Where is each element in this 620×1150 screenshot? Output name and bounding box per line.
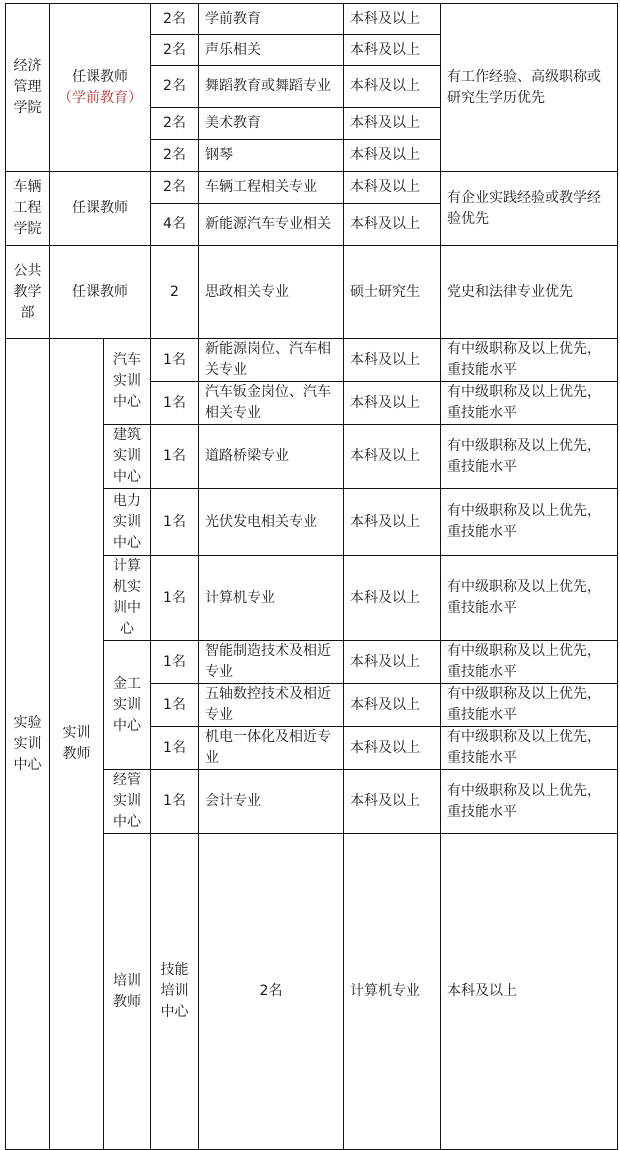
count-cell: 1名 <box>151 425 199 489</box>
remark-cell: 有中级职称及以上优先，重技能水平 <box>441 556 618 641</box>
count-cell: 1名 <box>151 382 199 425</box>
remark-cell: 有中级职称及以上优先，重技能水平 <box>441 382 618 425</box>
position-cell: 培训教师 <box>104 834 151 1150</box>
education-cell: 本科及以上 <box>344 172 441 204</box>
count-cell: 2 <box>151 246 199 339</box>
count-cell: 2名 <box>151 4 199 35</box>
major-cell: 会计专业 <box>199 770 344 834</box>
count-cell: 1名 <box>151 339 199 382</box>
center-cell: 建筑实训中心 <box>104 425 151 489</box>
remark-cell: 有中级职称及以上优先，重技能水平 <box>441 489 618 556</box>
remark-cell: 有中级职称及以上优先，重技能水平 <box>441 339 618 382</box>
education-cell: 本科及以上 <box>441 834 618 1150</box>
major-cell: 新能源岗位、汽车相关专业 <box>199 339 344 382</box>
remark-cell: 有中级职称及以上优先，重技能水平 <box>441 727 618 770</box>
education-cell: 本科及以上 <box>344 770 441 834</box>
count-cell: 2名 <box>151 35 199 66</box>
center-cell: 计算机实训中心 <box>104 556 151 641</box>
count-cell: 1名 <box>151 770 199 834</box>
dept-cell: 实验实训中心 <box>6 339 50 1150</box>
count-cell: 2名 <box>151 108 199 140</box>
table-row <box>6 246 618 339</box>
dept-cell: 经济管理学院 <box>6 4 50 172</box>
major-cell: 计算机专业 <box>344 834 441 1150</box>
education-cell: 本科及以上 <box>344 382 441 425</box>
education-cell: 本科及以上 <box>344 684 441 727</box>
remark-cell: 有工作经验、高级职称或研究生学历优先 <box>441 4 618 172</box>
education-cell: 本科及以上 <box>344 108 441 140</box>
count-cell: 1名 <box>151 556 199 641</box>
position-cell: 任课教师 <box>50 172 151 246</box>
count-cell: 2名 <box>151 172 199 204</box>
count-cell: 2名 <box>151 140 199 172</box>
remark-cell: 有中级职称及以上优先，重技能水平 <box>441 641 618 684</box>
remark-cell: 有中级职称及以上优先，重技能水平 <box>441 425 618 489</box>
major-cell: 五轴数控技术及相近专业 <box>199 684 344 727</box>
major-cell: 学前教育 <box>199 4 344 35</box>
major-cell: 思政相关专业 <box>199 246 344 339</box>
education-cell: 本科及以上 <box>344 339 441 382</box>
major-cell: 声乐相关 <box>199 35 344 66</box>
center-cell: 技能培训中心 <box>151 834 199 1150</box>
education-cell: 本科及以上 <box>344 140 441 172</box>
count-cell: 2名 <box>151 66 199 108</box>
position-cell: 实训教师 <box>50 339 104 1150</box>
major-cell: 舞蹈教育或舞蹈专业 <box>199 66 344 108</box>
education-cell: 本科及以上 <box>344 204 441 246</box>
position-cell <box>50 4 151 172</box>
education-cell: 本科及以上 <box>344 35 441 66</box>
count-cell: 2名 <box>199 834 344 1150</box>
major-cell: 计算机专业 <box>199 556 344 641</box>
major-cell: 光伏发电相关专业 <box>199 489 344 556</box>
remark-cell: 党史和法律专业优先 <box>441 246 618 339</box>
major-cell: 车辆工程相关专业 <box>199 172 344 204</box>
center-cell: 金工实训中心 <box>104 641 151 770</box>
position-note: （学前教育） <box>58 89 142 106</box>
table-row <box>6 339 618 382</box>
remark-cell: 有中级职称及以上优先，重技能水平 <box>441 684 618 727</box>
dept-cell: 公共教学部 <box>6 246 50 339</box>
education-cell: 本科及以上 <box>344 4 441 35</box>
major-cell: 道路桥梁专业 <box>199 425 344 489</box>
position-label: 任课教师 <box>72 68 128 85</box>
recruitment-table <box>5 3 618 1150</box>
center-cell: 经管实训中心 <box>104 770 151 834</box>
count-cell: 1名 <box>151 684 199 727</box>
major-cell: 智能制造技术及相近专业 <box>199 641 344 684</box>
count-cell: 1名 <box>151 727 199 770</box>
education-cell: 本科及以上 <box>344 727 441 770</box>
major-cell: 美术教育 <box>199 108 344 140</box>
major-cell: 机电一体化及相近专业 <box>199 727 344 770</box>
count-cell: 1名 <box>151 641 199 684</box>
education-cell: 本科及以上 <box>344 489 441 556</box>
major-cell: 汽车钣金岗位、汽车相关专业 <box>199 382 344 425</box>
position-cell: 任课教师 <box>50 246 151 339</box>
table-row <box>6 4 618 35</box>
major-cell: 钢琴 <box>199 140 344 172</box>
major-cell: 新能源汽车专业相关 <box>199 204 344 246</box>
center-cell: 汽车实训中心 <box>104 339 151 425</box>
education-cell: 本科及以上 <box>344 66 441 108</box>
education-cell: 本科及以上 <box>344 425 441 489</box>
count-cell: 1名 <box>151 489 199 556</box>
education-cell: 本科及以上 <box>344 556 441 641</box>
table-row <box>6 172 618 204</box>
education-cell: 本科及以上 <box>344 641 441 684</box>
education-cell: 硕士研究生 <box>344 246 441 339</box>
dept-cell: 车辆工程学院 <box>6 172 50 246</box>
remark-cell: 有企业实践经验或教学经验优先 <box>441 172 618 246</box>
remark-cell: 有中级职称及以上优先，重技能水平 <box>441 770 618 834</box>
center-cell: 电力实训中心 <box>104 489 151 556</box>
count-cell: 4名 <box>151 204 199 246</box>
